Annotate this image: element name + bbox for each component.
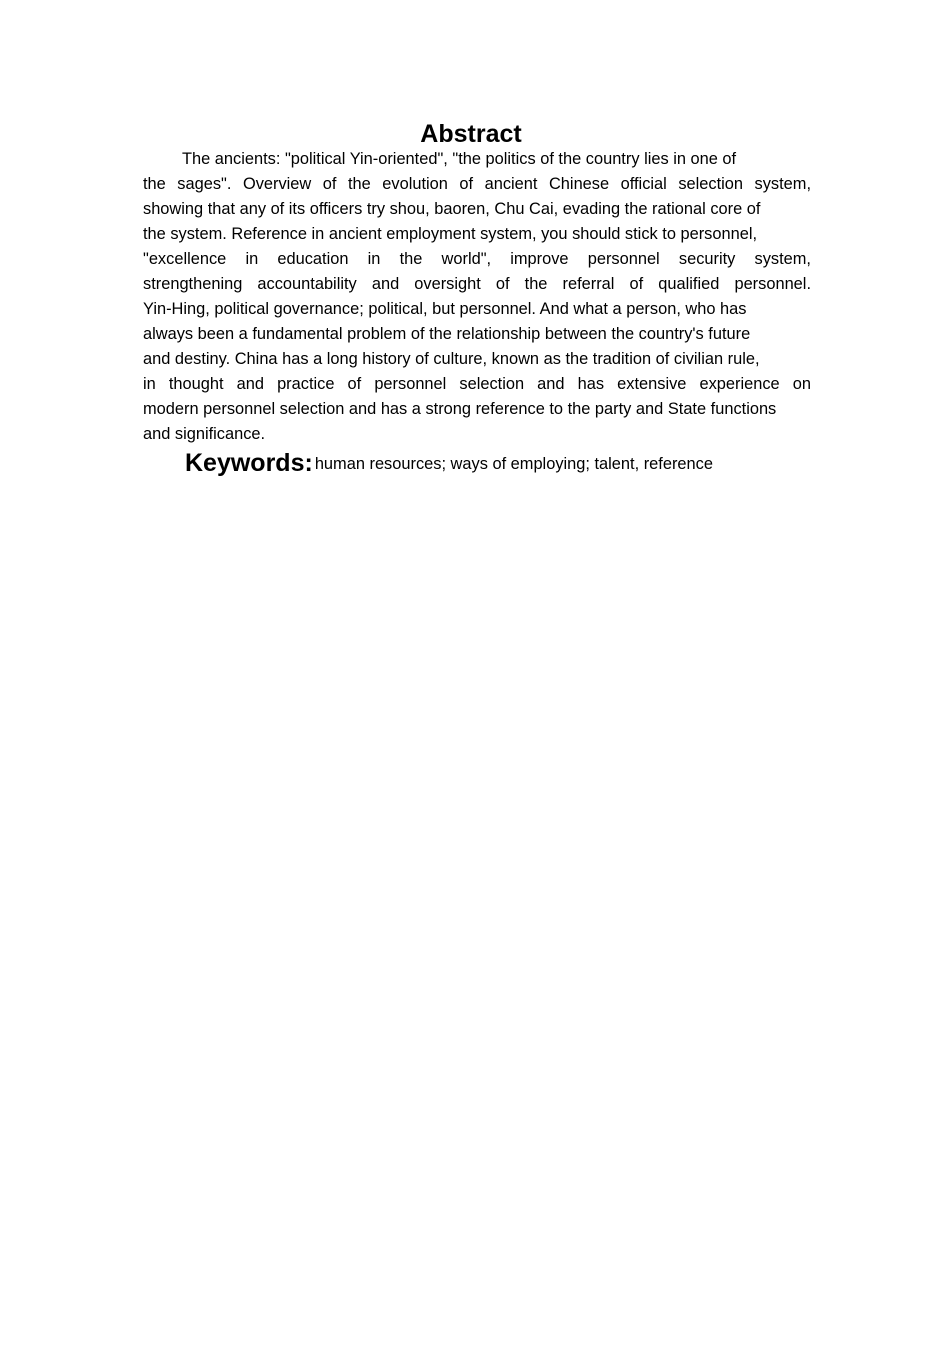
abstract-title: Abstract — [420, 120, 522, 148]
abstract-line: and significance. — [143, 425, 266, 443]
abstract-line: and destiny. China has a long history of culture, known as the tradition of civilian rule, — [143, 350, 760, 368]
abstract-line: The ancients: "political Yin-oriented", "the politics of the country lies in one of — [182, 150, 737, 168]
abstract-line: the system. Reference in ancient employment system, you should stick to personnel, — [143, 225, 758, 243]
abstract-line: showing that any of its officers try shou, baoren, Chu Cai, evading the rational core of — [143, 200, 761, 218]
abstract-body — [143, 147, 843, 447]
keywords-section — [185, 447, 713, 482]
abstract-line: the sages". Overview of the evolution of ancient Chinese official selection system, — [143, 175, 811, 193]
abstract-line: always been a fundamental problem of the relationship between the country's future — [143, 325, 751, 343]
abstract-line: in thought and practice of personnel selection and has extensive experience on — [143, 375, 811, 393]
abstract-line: strengthening accountability and oversight of the referral of qualified personnel. — [143, 275, 811, 293]
keywords-text: human resources; ways of employing; talent, reference — [314, 455, 713, 473]
abstract-line: "excellence in education in the world", improve personnel security system, — [143, 250, 811, 268]
abstract-line: modern personnel selection and has a strong reference to the party and State functions — [143, 400, 777, 418]
keywords-label: Keywords: — [185, 449, 313, 477]
abstract-line: Yin-Hing, political governance; political, but personnel. And what a person, who has — [143, 300, 747, 318]
